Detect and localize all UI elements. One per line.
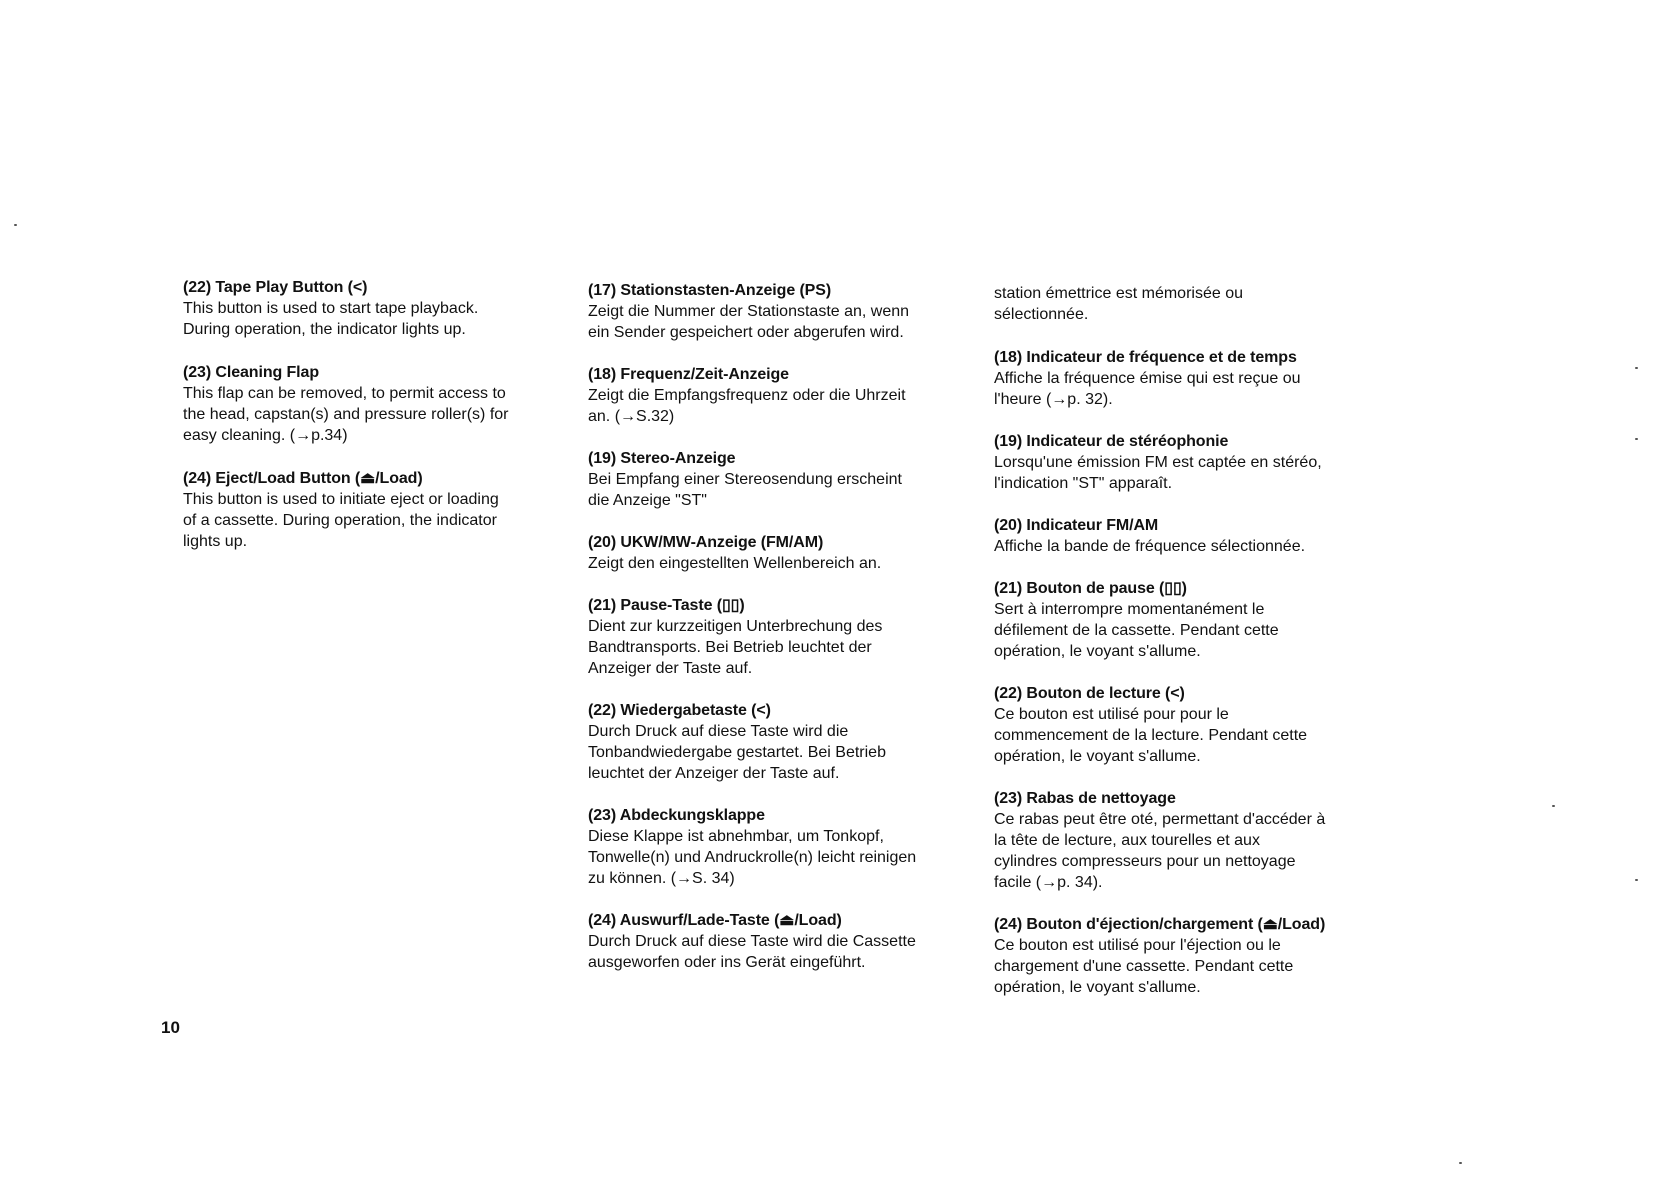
entry-title: (23) Rabas de nettoyage (994, 790, 1176, 807)
entry-pause-taste (588, 595, 958, 679)
entry-body: This flap can be removed, to permit access to the head, capstan(s) and pressure roller(s) for easy cleaning. (→p.34) (183, 385, 509, 444)
scan-speck (1635, 367, 1638, 369)
entry-ukw-mw-anzeige (588, 532, 958, 574)
entry-title: (19) Stereo-Anzeige (588, 450, 736, 467)
entry-title: (20) Indicateur FM/AM (994, 517, 1159, 534)
entry-title: (23) Abdeckungsklappe (588, 807, 765, 824)
entry-stereo-anzeige (588, 448, 958, 511)
entry-title: (23) Cleaning Flap (183, 364, 319, 381)
entry-title: (18) Indicateur de fréquence et de temps (994, 349, 1297, 366)
scan-speck (1635, 879, 1638, 881)
entry-body: Diese Klappe ist abnehmbar, um Tonkopf, Tonwelle(n) und Andruckrolle(n) leicht reinigen zu können. (→S. 34) (588, 828, 917, 887)
scan-speck (14, 224, 17, 226)
french-column (994, 283, 1394, 1019)
entry-body: Durch Druck auf diese Taste wird die Tonbandwiedergabe gestartet. Bei Betrieb leuchtet der Anzeiger der Taste auf. (588, 723, 886, 782)
scan-speck (1552, 805, 1555, 807)
entry-body: Ce rabas peut être oté, permettant d'accéder à la tête de lecture, aux tourelles et aux cylindres compresseurs pour un nettoyage facile (→p. 34). (994, 811, 1326, 891)
entry-bouton-ejection (994, 914, 1394, 998)
page-number: 10 (161, 1018, 180, 1037)
entry-tape-play-button (183, 277, 543, 340)
entry-indicateur-fm-am (994, 515, 1394, 557)
entry-body: Lorsqu'une émission FM est captée en stéréo, l'indication "ST" apparaît. (994, 454, 1322, 492)
entry-abdeckungsklappe (588, 805, 958, 889)
entry-eject-load-button (183, 468, 543, 552)
entry-title: (22) Bouton de lecture (<) (994, 685, 1185, 702)
entry-title: (18) Frequenz/Zeit-Anzeige (588, 366, 789, 383)
entry-title: (24) Bouton d'éjection/chargement (⏏/Load) (994, 916, 1326, 933)
entry-body: Ce bouton est utilisé pour l'éjection ou le chargement d'une cassette. Pendant cette opération, le voyant s'allume. (994, 937, 1294, 996)
entry-title: (17) Stationstasten-Anzeige (PS) (588, 282, 832, 299)
entry-body: Sert à interrompre momentanément le défilement de la cassette. Pendant cette opération, le voyant s'allume. (994, 601, 1279, 660)
entry-title: (20) UKW/MW-Anzeige (FM/AM) (588, 534, 824, 551)
entry-indicateur-frequence (994, 347, 1394, 410)
entry-body: Bei Empfang einer Stereosendung erscheint die Anzeige "ST" (588, 471, 902, 509)
entry-body: Zeigt den eingestellten Wellenbereich an. (588, 555, 882, 572)
entry-bouton-lecture (994, 683, 1394, 767)
entry-title: (22) Tape Play Button (<) (183, 279, 368, 296)
entry-title: (24) Eject/Load Button (⏏/Load) (183, 470, 423, 487)
entry-body: Zeigt die Nummer der Stationstaste an, wenn ein Sender gespeichert oder abgerufen wird. (588, 303, 910, 341)
entry-frequenz-zeit-anzeige (588, 364, 958, 427)
entry-body: Dient zur kurzzeitigen Unterbrechung des Bandtransports. Bei Betrieb leuchtet der Anzeiger der Taste auf. (588, 618, 883, 677)
english-column (183, 277, 543, 574)
entry-wiedergabetaste (588, 700, 958, 784)
entry-body: Affiche la fréquence émise qui est reçue ou l'heure (→p. 32). (994, 370, 1301, 408)
entry-title: (19) Indicateur de stéréophonie (994, 433, 1229, 450)
entry-title: (21) Bouton de pause (▯▯) (994, 580, 1187, 597)
scan-speck (1459, 1162, 1462, 1164)
entry-body: Zeigt die Empfangsfrequenz oder die Uhrzeit an. (→S.32) (588, 387, 906, 425)
entry-title: (22) Wiedergabetaste (<) (588, 702, 771, 719)
entry-body: Affiche la bande de fréquence sélectionnée. (994, 538, 1306, 555)
entry-bouton-pause (994, 578, 1394, 662)
entry-body: Ce bouton est utilisé pour pour le commencement de la lecture. Pendant cette opération, le voyant s'allume. (994, 706, 1308, 765)
entry-stationstasten-anzeige (588, 280, 958, 343)
entry-rabas-nettoyage (994, 788, 1394, 893)
entry-title: (21) Pause-Taste (▯▯) (588, 597, 745, 614)
entry-cleaning-flap (183, 362, 543, 446)
entry-indicateur-stereophonie (994, 431, 1394, 494)
entry-body: Durch Druck auf diese Taste wird die Cassette ausgeworfen oder ins Gerät eingeführt. (588, 933, 916, 971)
french-lead-text: station émettrice est mémorisée ou sélectionnée. (994, 285, 1243, 323)
entry-title: (24) Auswurf/Lade-Taste (⏏/Load) (588, 912, 842, 929)
scan-speck (1635, 438, 1638, 440)
entry-auswurf-lade-taste (588, 910, 958, 973)
german-column (588, 280, 958, 994)
entry-body: This button is used to start tape playback. During operation, the indicator lights up. (183, 300, 479, 338)
entry-body: This button is used to initiate eject or loading of a cassette. During operation, the indicator lights up. (183, 491, 499, 550)
